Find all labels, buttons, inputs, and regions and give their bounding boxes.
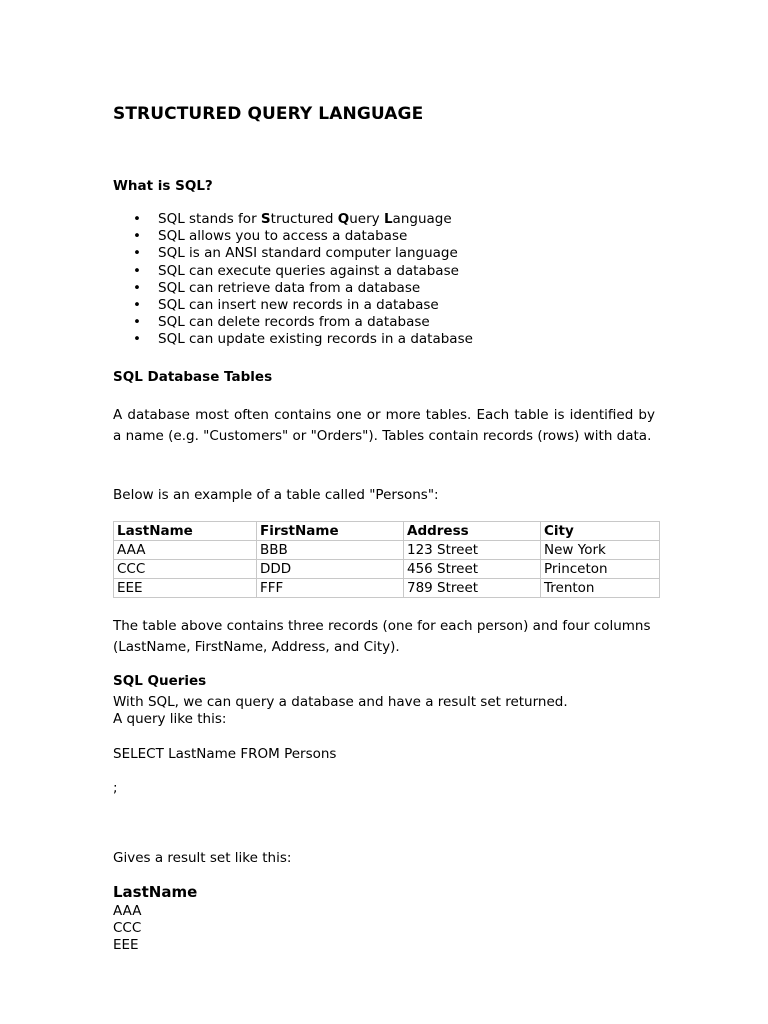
table-row: [114, 579, 660, 598]
table-cell: DDD: [257, 560, 404, 579]
list-item: • SQL can update existing records in a database: [133, 331, 473, 348]
table-header-row: [114, 522, 660, 541]
list-item: • SQL can insert new records in a database: [133, 297, 439, 314]
sql-features-list: [113, 211, 473, 349]
db-tables-paragraph: A database most often contains one or more tables. Each table is identified by a name (e.g. "Customers" or "Orders"). Tables contain records (rows) with data.: [113, 407, 655, 444]
column-header-firstname: FirstName: [257, 522, 404, 541]
db-tables-heading: SQL Database Tables: [113, 369, 273, 385]
bullet-icon: •: [133, 297, 141, 314]
document-title: STRUCTURED QUERY LANGUAGE: [113, 104, 424, 124]
what-is-sql-heading: What is SQL?: [113, 178, 213, 194]
list-item: CCC: [113, 920, 142, 936]
example-intro: Below is an example of a table called "Persons":: [113, 487, 439, 503]
table-cell: 123 Street: [404, 541, 541, 560]
list-item: • SQL can delete records from a database: [133, 314, 430, 331]
list-item: • SQL stands for Structured Query Language: [133, 211, 452, 227]
column-header-address: Address: [404, 522, 541, 541]
list-item: • SQL is an ANSI standard computer language: [133, 245, 458, 262]
table-cell: 456 Street: [404, 560, 541, 579]
table-cell: EEE: [114, 579, 257, 598]
query-semicolon: ;: [113, 780, 118, 796]
list-item: • SQL can retrieve data from a database: [133, 279, 421, 296]
list-item: AAA: [113, 903, 142, 919]
sql-query-text: SELECT LastName FROM Persons: [113, 746, 337, 762]
table-cell: 789 Street: [404, 579, 541, 598]
persons-table: [113, 521, 660, 598]
result-intro: Gives a result set like this:: [113, 850, 292, 866]
bullet-icon: •: [133, 331, 141, 348]
list-item: EEE: [113, 937, 139, 953]
table-cell: AAA: [114, 541, 257, 560]
column-header-lastname: LastName: [114, 522, 257, 541]
bullet-icon: •: [133, 262, 141, 279]
sql-queries-heading: SQL Queries: [113, 673, 207, 689]
table-cell: Princeton: [541, 560, 660, 579]
column-header-city: City: [541, 522, 660, 541]
table-cell: CCC: [114, 560, 257, 579]
table-cell: FFF: [257, 579, 404, 598]
bullet-icon: •: [133, 245, 141, 262]
table-cell: New York: [541, 541, 660, 560]
result-column-header: LastName: [113, 883, 198, 901]
list-item: • SQL allows you to access a database: [133, 228, 408, 245]
bullet-icon: •: [133, 211, 141, 227]
bullet-icon: •: [133, 314, 141, 331]
table-row: [114, 541, 660, 560]
list-item: • SQL can execute queries against a database: [133, 262, 459, 279]
queries-line-2: A query like this:: [113, 711, 227, 727]
queries-line-1: With SQL, we can query a database and have a result set returned.: [113, 694, 568, 710]
table-cell: BBB: [257, 541, 404, 560]
bullet-icon: •: [133, 279, 141, 296]
table-note: The table above contains three records (one for each person) and four columns (LastName, FirstName, Address, and City).: [113, 618, 651, 655]
table-row: [114, 560, 660, 579]
result-list: [113, 903, 141, 954]
table-cell: Trenton: [541, 579, 660, 598]
bullet-icon: •: [133, 228, 141, 245]
